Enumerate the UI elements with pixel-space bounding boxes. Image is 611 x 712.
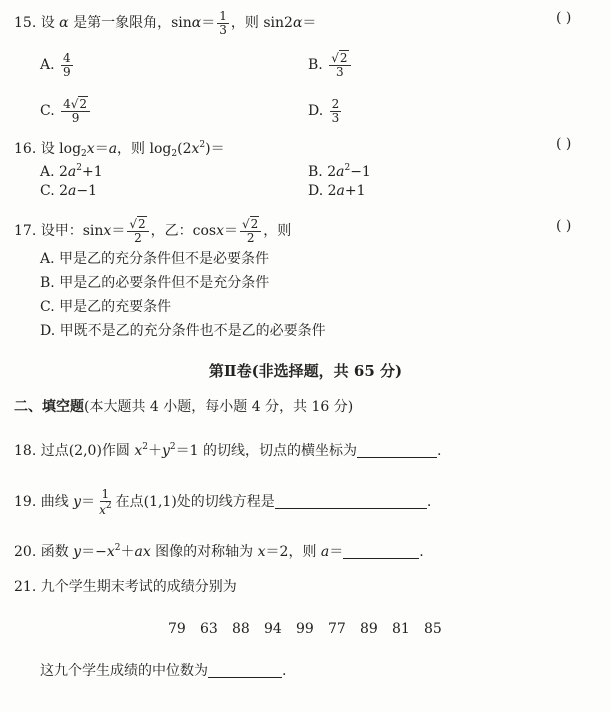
q18-stem: 18. 过点(2,0)作圆 $x^2+y^2=1$ 的切线，切点的横坐标为 . (14, 442, 442, 459)
q17-option-c[interactable]: C. 甲是乙的充要条件 (40, 299, 172, 315)
q21-score-list (168, 621, 456, 637)
q16-option-d[interactable]: D. 2a+1 (308, 183, 366, 199)
q17-answer-paren[interactable]: ( ) (556, 218, 572, 234)
q15-answer-paren[interactable]: ( ) (556, 10, 572, 26)
q16-answer-paren[interactable]: ( ) (556, 136, 572, 152)
q15-stem: 15. 设 α 是第一象限角，sinα＝ $\frac{1}{3}$ ，则 sin2α＝ (14, 9, 317, 37)
q20-stem: 20. 函数 $y=-x^2+ax$ 图像的对称轴为 x＝2，则 a＝ . (14, 543, 424, 560)
q15-option-b[interactable]: B. $\frac{√2}{3}$ (308, 52, 353, 78)
q20-answer-blank[interactable] (343, 544, 419, 559)
score-value: 63 (200, 621, 218, 637)
q18-answer-blank[interactable] (357, 443, 437, 458)
score-value: 79 (168, 621, 186, 637)
q15-option-a[interactable]: A. $\frac{4}{9}$ (40, 51, 71, 79)
q16-option-b[interactable]: B. $2a^2-1$ (308, 163, 371, 180)
score-value: 94 (264, 621, 282, 637)
q17-option-d[interactable]: D. 甲既不是乙的充分条件也不是乙的必要条件 (40, 323, 326, 339)
section-title: 第Ⅱ卷(非选择题，共 65 分) (208, 362, 403, 380)
score-value: 99 (296, 621, 314, 637)
score-value: 81 (392, 621, 410, 637)
q16-stem: 16. 设 $\log_2x=a$，则 $\log_2(2x^2)=$ (14, 140, 225, 159)
q15-fraction: $\frac{1}{3}$ (219, 9, 227, 37)
q21-tail: 这九个学生成绩的中位数为 . (40, 663, 287, 679)
q17-option-a[interactable]: A. 甲是乙的充分条件但不是必要条件 (40, 251, 270, 267)
q19-stem: 19. 曲线 y＝ $\frac{1}{x^2}$ 在点(1,1)处的切线方程是 . (14, 487, 432, 517)
q17-stem: 17. 设甲：sinx＝ $\frac{√2}{2}$ ，乙：cosx＝ $\frac{√2}{2}$ ，则 (14, 217, 292, 245)
score-value: 85 (424, 621, 442, 637)
score-value: 77 (328, 621, 346, 637)
q15-option-c[interactable]: C. $\frac{4√2}{9}$ (40, 98, 92, 124)
q19-answer-blank[interactable] (275, 494, 427, 509)
q16-option-a[interactable]: A. $2a^2+1$ (40, 163, 103, 180)
q21-answer-blank[interactable] (208, 663, 282, 678)
q17-option-b[interactable]: B. 甲是乙的必要条件但不是充分条件 (40, 275, 270, 291)
score-value: 88 (232, 621, 250, 637)
q16-option-c[interactable]: C. 2a−1 (40, 183, 98, 199)
score-value: 89 (360, 621, 378, 637)
q21-stem: 21. 九个学生期末考试的成绩分别为 (14, 579, 237, 595)
part2-heading: 二、填空题(本大题共 4 小题，每小题 4 分，共 16 分) (14, 399, 354, 415)
q15-option-d[interactable]: D. $\frac{2}{3}$ (308, 97, 340, 125)
